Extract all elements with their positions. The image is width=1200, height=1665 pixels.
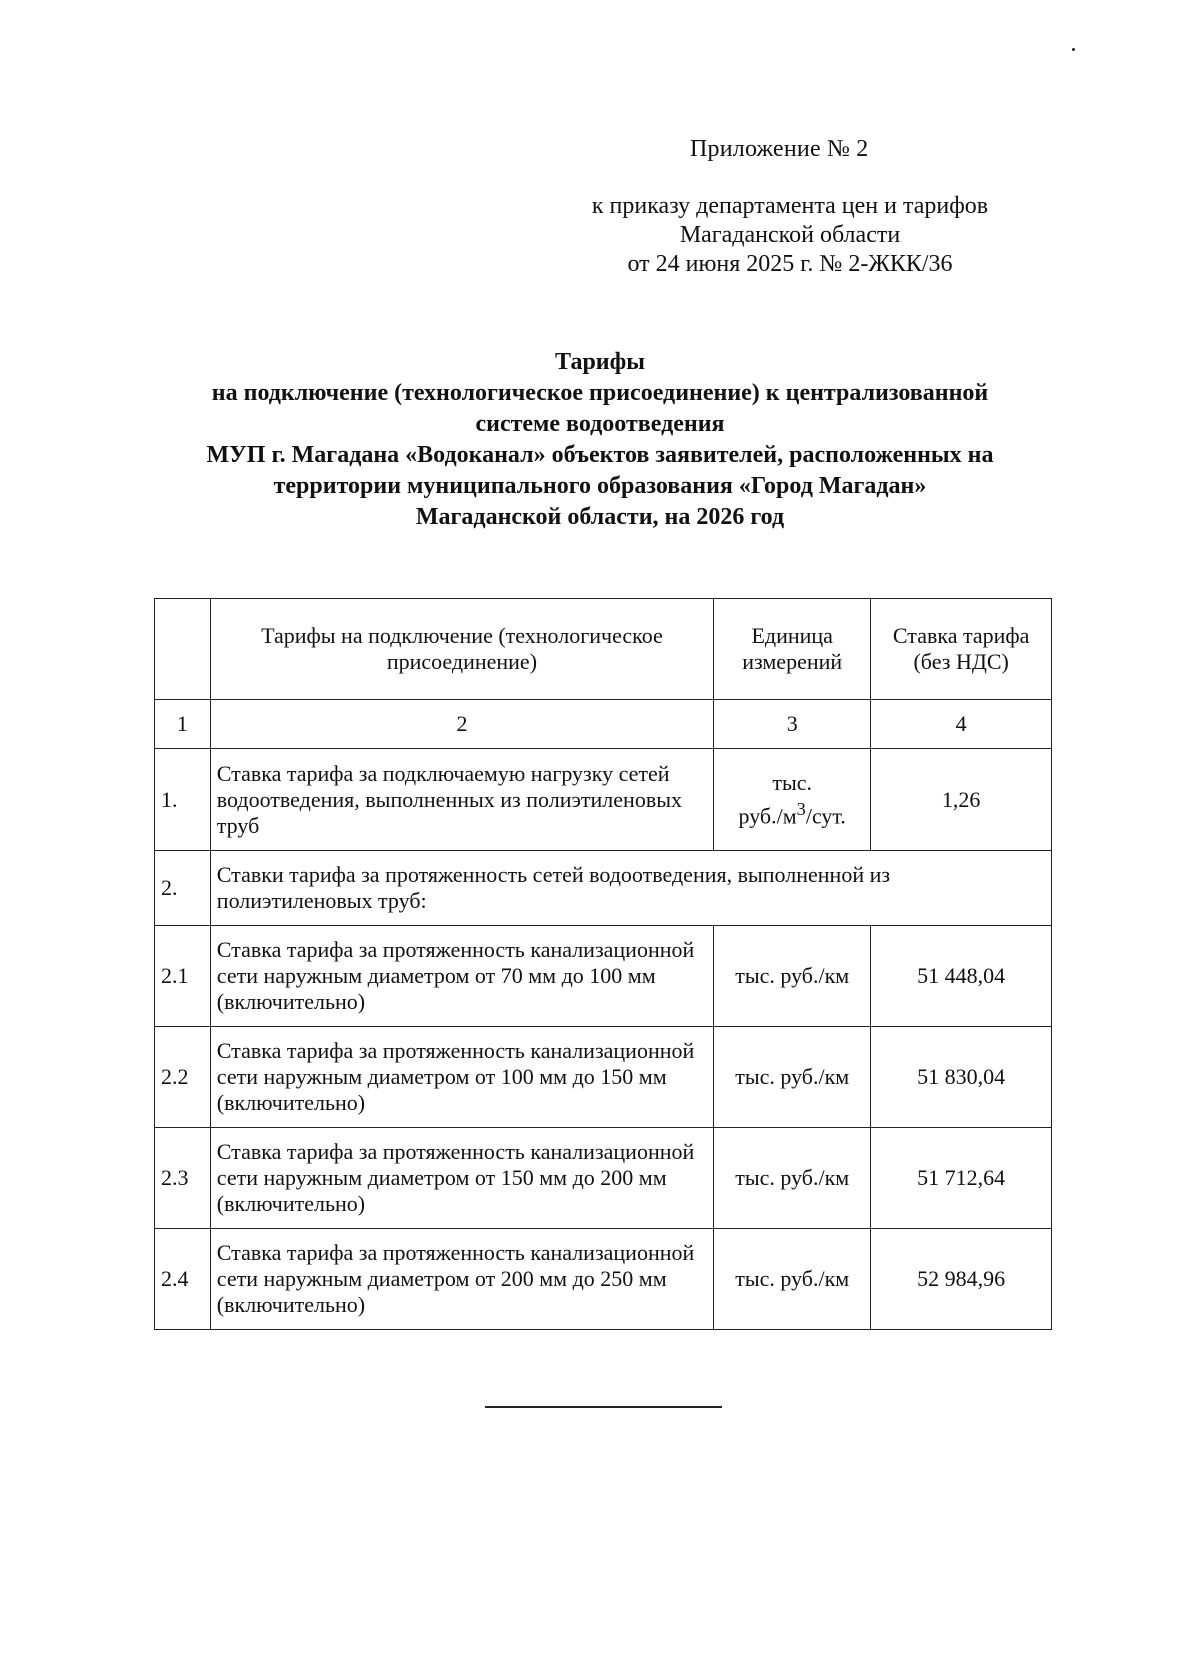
unit-line: тыс.	[772, 769, 813, 795]
heading-line: системе водоотведения	[475, 411, 725, 437]
row-num-cell: 2.1	[155, 926, 211, 1027]
tariff-table	[154, 598, 1052, 1330]
header-rate-cell	[871, 599, 1052, 700]
row-unit-cell: тыс. руб./км	[714, 1128, 871, 1229]
header-unit-line: Единица	[751, 623, 833, 648]
table-row	[155, 1229, 1052, 1330]
table-row	[155, 926, 1052, 1027]
header-name-cell: Тарифы на подключение (технологическое присоединение)	[210, 599, 713, 700]
table-row	[155, 1128, 1052, 1229]
end-divider	[485, 1406, 722, 1408]
column-index-cell: 3	[714, 700, 871, 749]
heading-line: Магаданской области, на 2026 год	[415, 504, 785, 530]
row-rate-cell: 51 448,04	[871, 926, 1052, 1027]
column-index-row	[155, 700, 1052, 749]
header-rate-line: Ставка тарифа	[892, 623, 1030, 648]
table-row	[155, 851, 1052, 926]
row-num-cell: 2.4	[155, 1229, 211, 1330]
order-reference-line: от 24 июня 2025 г. № 2-ЖКК/36	[627, 251, 953, 277]
unit-suffix: /сут.	[805, 803, 846, 829]
row-name-cell: Ставка тарифа за протяженность канализационной сети наружным диаметром от 70 мм до 100 мм (включительно)	[210, 926, 713, 1027]
row-section-cell: Ставки тарифа за протяженность сетей водоотведения, выполненной из полиэтиленовых труб:	[210, 851, 1051, 926]
row-num-cell: 2.3	[155, 1128, 211, 1229]
table-header-row	[155, 599, 1052, 700]
order-reference-line: Магаданской области	[679, 222, 901, 248]
row-num-cell: 1.	[155, 749, 211, 851]
row-unit-cell: тыс. руб./км	[714, 926, 871, 1027]
scan-speck	[1072, 48, 1075, 51]
header-unit-line: измерений	[742, 649, 843, 674]
row-unit-cell: тыс. руб./км	[714, 1229, 871, 1330]
column-index-cell: 2	[210, 700, 713, 749]
order-reference	[560, 192, 1020, 279]
header-rate-line: (без НДС)	[913, 649, 1009, 674]
table-row	[155, 749, 1052, 851]
order-reference-line: к приказу департамента цен и тарифов	[591, 193, 989, 219]
row-name-cell: Ставка тарифа за протяженность канализационной сети наружным диаметром от 200 мм до 250 мм (включительно)	[210, 1229, 713, 1330]
row-rate-cell: 51 830,04	[871, 1027, 1052, 1128]
column-index-cell: 1	[155, 700, 211, 749]
unit-superscript: 3	[796, 798, 806, 819]
row-name-cell: Ставка тарифа за протяженность канализационной сети наружным диаметром от 100 мм до 150 мм (включительно)	[210, 1027, 713, 1128]
row-rate-cell: 52 984,96	[871, 1229, 1052, 1330]
column-index-cell: 4	[871, 700, 1052, 749]
header-num-cell	[155, 599, 211, 700]
row-rate-cell: 51 712,64	[871, 1128, 1052, 1229]
row-name-cell: Ставка тарифа за протяженность канализационной сети наружным диаметром от 150 мм до 200 мм (включительно)	[210, 1128, 713, 1229]
header-unit-cell	[714, 599, 871, 700]
document-heading	[100, 347, 1100, 533]
heading-line: МУП г. Магадана «Водоканал» объектов заявителей, расположенных на	[206, 442, 994, 468]
heading-line: на подключение (технологическое присоединение) к централизованной	[211, 380, 989, 406]
row-name-cell: Ставка тарифа за подключаемую нагрузку сетей водоотведения, выполненных из полиэтиленовых труб	[210, 749, 713, 851]
row-rate-cell: 1,26	[871, 749, 1052, 851]
row-num-cell: 2.	[155, 851, 211, 926]
appendix-title: Приложение № 2	[690, 136, 869, 162]
heading-line: территории муниципального образования «Город Магадан»	[273, 473, 927, 499]
row-num-cell: 2.2	[155, 1027, 211, 1128]
row-unit-cell	[714, 749, 871, 851]
table-row	[155, 1027, 1052, 1128]
unit-prefix: руб./м	[738, 803, 797, 829]
row-unit-cell: тыс. руб./км	[714, 1027, 871, 1128]
heading-line: Тарифы	[555, 349, 645, 375]
